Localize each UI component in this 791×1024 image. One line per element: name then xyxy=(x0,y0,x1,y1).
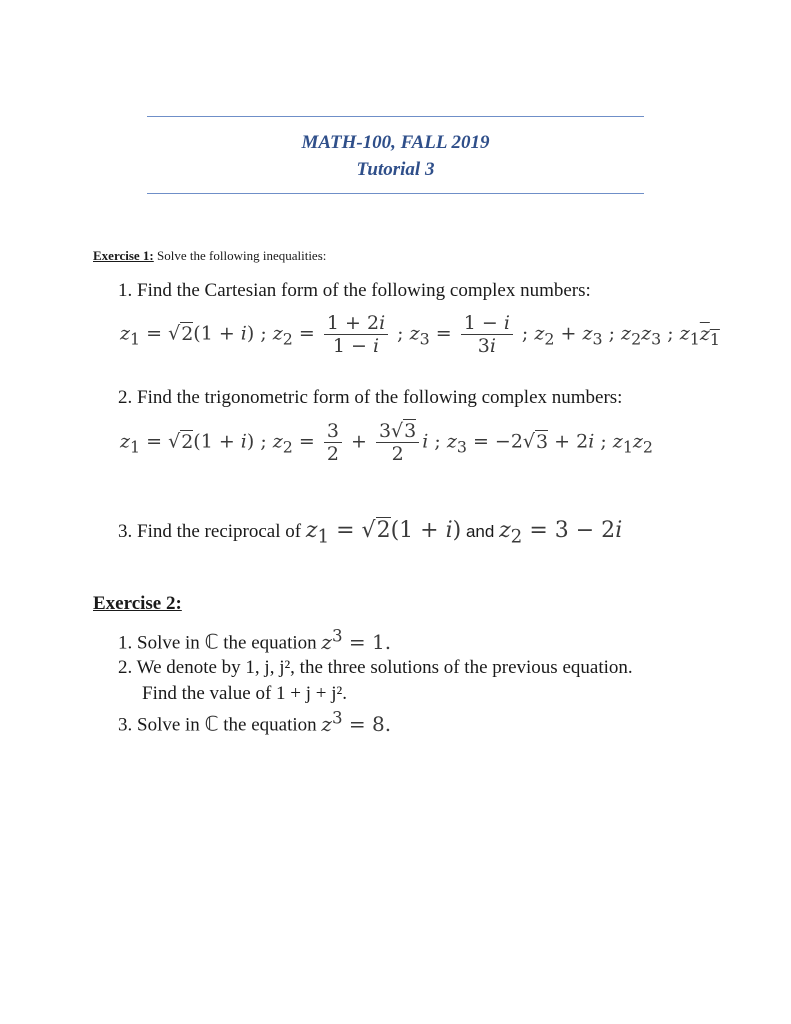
ex2-item-3 xyxy=(118,708,391,737)
complex-set-symbol: ℂ xyxy=(204,711,219,736)
tutorial-title: Tutorial 3 xyxy=(356,159,435,180)
ex1-item-3-z1: $z_1 = √2(1 + i)$ xyxy=(305,518,462,548)
ex2-item-1-number: 1. xyxy=(118,632,133,654)
ex2-item-3-number: 3. xyxy=(118,714,133,736)
exercise-1-heading xyxy=(93,248,326,264)
course-heading: MATH-100, FALL 2019 xyxy=(301,132,490,153)
ex2-item-2-text: We denote by 1, j, j², the three solutions of the previous equation. xyxy=(136,657,633,678)
ex1-item-2-text: Find the trigonometric form of the following complex numbers: xyxy=(137,387,623,408)
complex-set-symbol: ℂ xyxy=(204,629,219,654)
exercise-1-instruction: Solve the following inequalities: xyxy=(157,248,327,263)
ex1-item-3-number: 3. xyxy=(118,521,133,542)
ex2-item-1-text-a: Solve in xyxy=(137,632,200,654)
ex2-item-3-text-b: the equation xyxy=(223,714,317,736)
ex1-item-2-number: 2. xyxy=(118,387,133,408)
ex2-item-1 xyxy=(118,626,391,655)
exercise-2-title: Exercise 2: xyxy=(93,593,182,614)
ex1-item-1-number: 1. xyxy=(118,280,133,301)
ex2-item-2-number: 2. xyxy=(118,657,133,678)
ex1-item-3-text: Find the reciprocal of xyxy=(137,521,302,542)
ex1-item-3 xyxy=(118,518,622,547)
ex1-item-3-z2: $z_2 = 3 - 2i$ xyxy=(499,518,623,548)
ex1-item-2 xyxy=(118,387,622,409)
ex1-item-1 xyxy=(118,280,591,302)
ex1-item-1-formula: $z_1 = √2(1 + i)$ ; $z_2$ = $\frac{1 + 2i}{1 - i}$ ; $z_3$ = $\frac{1 - i}{3i}$ ; $z_2 + z_3$ ; $z_2z_3$ ; $z_1z_1$ xyxy=(120,312,720,357)
ex2-item-2-line2: Find the value of 1 + j + j². xyxy=(142,683,347,704)
ex2-item-2 xyxy=(118,657,633,679)
ex1-item-2-formula: $z_1 = √2(1 + i)$ ; $z_2$ = $\frac{3}{2}$ + $\frac{3√3}{2}$ i ; $z_3 = -2√3 + 2i$ ; $z_1z_2$ xyxy=(120,420,653,465)
ex2-item-1-equation: $z^3 = 1$. xyxy=(321,626,392,654)
header-top-rule xyxy=(147,116,644,117)
exercise-1-label: Exercise 1: xyxy=(93,248,154,263)
ex2-item-3-equation: $z^3 = 8$. xyxy=(321,708,392,736)
ex1-item-1-text: Find the Cartesian form of the following complex numbers: xyxy=(137,280,591,301)
ex2-item-1-text-b: the equation xyxy=(223,632,317,654)
header-bottom-rule xyxy=(147,193,644,194)
ex2-item-3-text-a: Solve in xyxy=(137,714,200,736)
ex1-item-3-connector: and xyxy=(465,522,495,541)
